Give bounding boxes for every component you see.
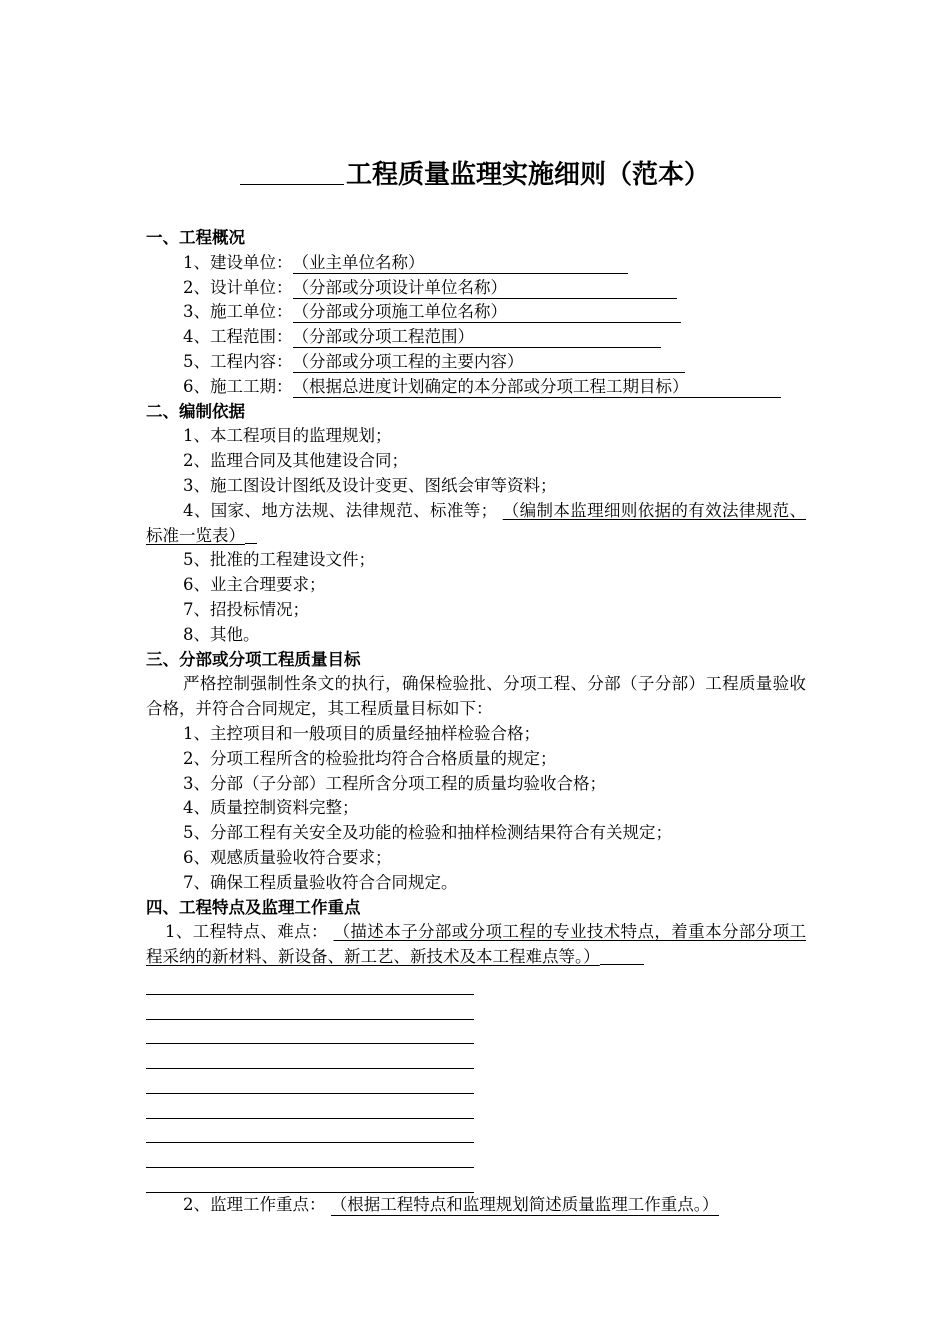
- basis-item: 7、招投标情况；: [183, 599, 309, 619]
- overview-item: [146, 251, 806, 276]
- basis-item: 6、业主合理要求；: [183, 575, 326, 595]
- supervision-focus-note[interactable]: （根据工程特点和监理规划简述质量监理工作重点。）: [330, 1195, 719, 1215]
- standards-list-note[interactable]: （编制本监理细则依据的有效法律规范、标准一览表）: [146, 500, 807, 545]
- blank-answer-line[interactable]: [146, 1020, 806, 1045]
- title-text: 工程质量监理实施细则（范本）: [345, 160, 710, 190]
- fill-field-contractor[interactable]: （分部或分项施工单位名称）: [293, 302, 681, 323]
- project-name-blank[interactable]: [240, 158, 344, 185]
- item-label: 1、建设单位：: [183, 252, 293, 272]
- blank-answer-line[interactable]: [146, 1044, 806, 1069]
- document-title: [0, 158, 950, 192]
- blank-answer-line[interactable]: [146, 1094, 806, 1119]
- basis-item-standards: [146, 499, 806, 549]
- basis-item: 8、其他。: [183, 624, 260, 644]
- overview-item: [146, 350, 806, 375]
- underline-tail: [245, 525, 257, 544]
- quality-goal-item: 7、确保工程质量验收符合合同规定。: [183, 872, 458, 892]
- quality-goal-item: 2、分项工程所含的检验批均符合合格质量的规定；: [183, 748, 557, 768]
- basis-item: 2、监理合同及其他建设合同；: [183, 451, 408, 471]
- basis-item-text: 4、国家、地方法规、法律规范、标准等；: [183, 500, 498, 520]
- item-label: 6、施工工期：: [183, 376, 293, 396]
- quality-goal-item: 5、分部工程有关安全及功能的检验和抽样检测结果符合有关规定；: [183, 823, 672, 843]
- quality-goal-item: 1、主控项目和一般项目的质量经抽样检验合格；: [183, 723, 540, 743]
- features-note[interactable]: （描述本子分部或分项工程的专业技术特点，着重本分部分项工程采纳的新材料、新设备、新工艺、新技术及本工程难点等。）: [146, 922, 807, 967]
- section-heading-features: 四、工程特点及监理工作重点: [146, 897, 361, 917]
- item-label: 2、设计单位：: [183, 277, 293, 297]
- fill-field-schedule[interactable]: （根据总进度计划确定的本分部或分项工程工期目标）: [293, 377, 781, 398]
- quality-goal-item: 3、分部（子分部）工程所含分项工程的质量均验收合格；: [183, 773, 606, 793]
- underline-tail: [600, 946, 644, 965]
- blank-answer-line[interactable]: [146, 1168, 806, 1193]
- supervision-focus-label: 2、监理工作重点：: [183, 1195, 326, 1215]
- quality-goal-item: 6、观感质量验收符合要求；: [183, 847, 392, 867]
- fill-field-owner[interactable]: （业主单位名称）: [293, 253, 628, 274]
- item-label: 3、施工单位：: [183, 302, 293, 322]
- features-label: 1、工程特点、难点：: [165, 922, 328, 942]
- basis-item: 1、本工程项目的监理规划；: [183, 426, 392, 446]
- quality-goals-intro: 严格控制强制性条文的执行，确保检验批、分项工程、分部（子分部）工程质量验收合格，并符合合同规定，其工程质量目标如下：: [146, 674, 806, 719]
- blank-answer-line[interactable]: [146, 1143, 806, 1168]
- blank-answer-line[interactable]: [146, 970, 806, 995]
- document-body: [146, 226, 806, 1218]
- fill-field-content[interactable]: （分部或分项工程的主要内容）: [293, 352, 685, 373]
- basis-item: 5、批准的工程建设文件；: [183, 550, 375, 570]
- blank-answer-line[interactable]: [146, 995, 806, 1020]
- item-label: 4、工程范围：: [183, 327, 293, 347]
- quality-goal-item: 4、质量控制资料完整；: [183, 798, 359, 818]
- features-item: [146, 920, 806, 970]
- blank-answer-line[interactable]: [146, 1119, 806, 1144]
- overview-item: [146, 276, 806, 301]
- overview-item: [146, 325, 806, 350]
- basis-item: 3、施工图设计图纸及设计变更、图纸会审等资料；: [183, 475, 557, 495]
- supervision-focus-item: [146, 1193, 806, 1218]
- section-heading-basis: 二、编制依据: [146, 401, 245, 421]
- fill-field-designer[interactable]: （分部或分项设计单位名称）: [293, 278, 677, 299]
- section-heading-quality-goals: 三、分部或分项工程质量目标: [146, 649, 361, 669]
- overview-item: [146, 375, 806, 400]
- item-label: 5、工程内容：: [183, 351, 293, 371]
- section-heading-overview: 一、工程概况: [146, 228, 245, 247]
- overview-item: [146, 300, 806, 325]
- blank-answer-line[interactable]: [146, 1069, 806, 1094]
- fill-field-scope[interactable]: （分部或分项工程范围）: [293, 327, 661, 348]
